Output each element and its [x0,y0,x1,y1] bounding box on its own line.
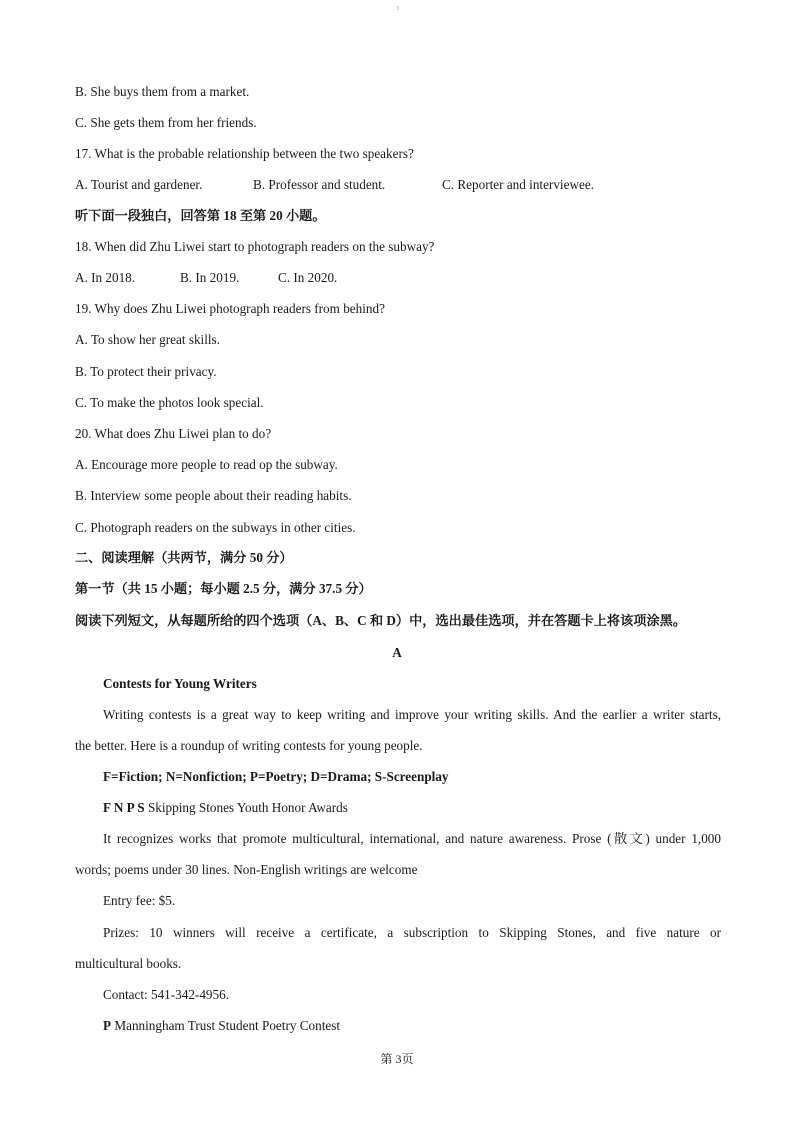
instruction-18-20: 听下面一段独白，回答第 18 至第 20 小题。 [75,208,326,223]
part-1-heading: 第一节（共 15 小题；每小题 2.5 分，满分 37.5 分） [75,581,372,596]
q20-option-c: C. Photograph readers on the subways in other cities. [75,520,356,535]
award-1-entry-fee: Entry fee: $5. [103,893,176,908]
q19-option-c: C. To make the photos look special. [75,395,264,410]
q18-option-b: B. In 2019. [180,270,240,285]
award-2-tags: P [103,1018,112,1033]
award-1-description-line-2: words; poems under 30 lines. Non-English writings are welcome [75,862,418,877]
page-footer: 第 3页 [380,1052,414,1066]
award-2-name: Manningham Trust Student Poetry Contest [111,1018,341,1033]
reading-instruction: 阅读下列短文，从每题所给的四个选项（A、B、C 和 D）中，选出最佳选项，并在答题卡上将该项涂黑。 [75,613,687,628]
q16-option-c: C. She gets them from her friends. [75,115,257,130]
award-1-description-line-1: It recognizes works that promote multicultural, international, and nature awareness. Prose (散文) under 1,000 [103,831,721,846]
award-1-contact: Contact: 541-342-4956. [103,987,229,1002]
q17-option-b: B. Professor and student. [253,177,386,192]
q18-option-c: C. In 2020. [278,270,338,285]
q19-option-b: B. To protect their privacy. [75,364,217,379]
award-1-prizes-line-1: Prizes: 10 winners will receive a certificate, a subscription to Skipping Stones, and five nature or [103,925,721,940]
award-1-name: Skipping Stones Youth Honor Awards [144,800,348,815]
passage-letter: A [392,645,402,660]
question-19: 19. Why does Zhu Liwei photograph readers from behind? [75,301,385,316]
page-marker: 3 [396,6,399,12]
section-2-heading: 二、阅读理解（共两节，满分 50 分） [75,550,293,565]
intro-paragraph-line-2: the better. Here is a roundup of writing contests for young people. [75,738,423,753]
q18-options [75,269,337,287]
passage-title: Contests for Young Writers [103,676,257,691]
award-1-tags: F N P S [103,800,145,815]
q17-option-c: C. Reporter and interviewee. [442,177,594,192]
q16-option-b: B. She buys them from a market. [75,84,250,99]
award-1-prizes-line-2: multicultural books. [75,956,182,971]
q17-options [75,176,594,194]
q17-option-a: A. Tourist and gardener. [75,177,203,192]
q20-option-a: A. Encourage more people to read op the subway. [75,457,338,472]
genre-legend: F=Fiction; N=Nonfiction; P=Poetry; D=Drama; S-Screenplay [103,769,449,784]
award-2-heading [103,1017,340,1035]
award-1-heading [103,799,348,817]
question-17: 17. What is the probable relationship between the two speakers? [75,146,414,161]
q19-option-a: A. To show her great skills. [75,332,220,347]
q20-option-b: B. Interview some people about their reading habits. [75,488,352,503]
question-18: 18. When did Zhu Liwei start to photograph readers on the subway? [75,239,435,254]
intro-paragraph-line-1: Writing contests is a great way to keep writing and improve your writing skills. And the earlier a writer starts, [103,707,721,722]
q18-option-a: A. In 2018. [75,270,136,285]
question-20: 20. What does Zhu Liwei plan to do? [75,426,272,441]
